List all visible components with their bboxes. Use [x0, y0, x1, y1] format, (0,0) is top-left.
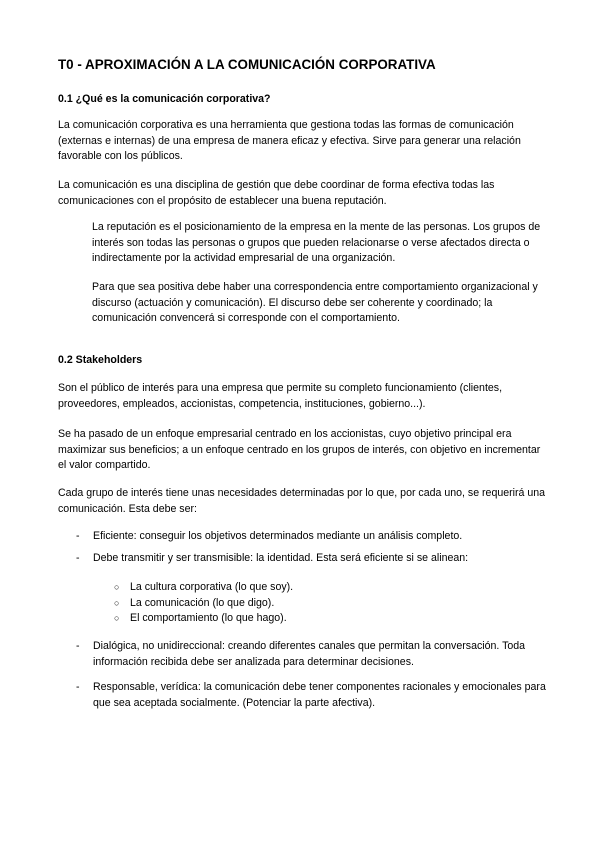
circle-bullet-icon: ○: [114, 598, 120, 608]
sub-bullet-text: La cultura corporativa (lo que soy).: [130, 581, 294, 593]
section-2-paragraph-2: Se ha pasado de un enfoque empresarial centrado en los accionistas, cuyo objetivo principal era maximizar sus beneficios; a un enfoque centrado en los grupos de interés, con objetivo en incrementar el valor compartido.: [58, 428, 541, 471]
bullet-text: Dialógica, no unidireccional: creando diferentes canales que permitan la conversación. Toda información recibida debe ser analizada para determinar decisiones.: [93, 640, 526, 668]
sub-bullet-text: El comportamiento (lo que hago).: [130, 612, 287, 624]
dash-bullet-icon: -: [76, 552, 80, 564]
section-1-paragraph-2: La comunicación es una disciplina de gestión que debe coordinar de forma efectiva todas las comunicaciones con el propósito de establecer una buena reputación.: [58, 179, 495, 207]
bullet-text: Eficiente: conseguir los objetivos determinados mediante un análisis completo.: [93, 530, 463, 542]
section-2-heading: 0.2 Stakeholders: [58, 354, 143, 366]
page-title: T0 - APROXIMACIÓN A LA COMUNICACIÓN CORPORATIVA: [58, 57, 436, 72]
section-1-heading: 0.1 ¿Qué es la comunicación corporativa?: [58, 93, 271, 105]
section-2-paragraph-3: Cada grupo de interés tiene unas necesidades determinadas por lo que, por cada uno, se requerirá una comunicación. Esta debe ser:: [58, 487, 546, 515]
section-1-indented-paragraph-2: Para que sea positiva debe haber una correspondencia entre comportamiento organizacional y discurso (actuación y comunicación). El discurso debe ser coherente y coordinado; la comunicación convencerá si corresponde con el comportamiento.: [92, 281, 538, 324]
section-2-paragraph-1: Son el público de interés para una empresa que permite su completo funcionamiento (clientes, proveedores, empleados, accionistas, competencia, instituciones, gobierno...).: [58, 382, 503, 410]
sub-bullet-text: La comunicación (lo que digo).: [130, 597, 275, 609]
circle-bullet-icon: ○: [114, 582, 120, 592]
section-1-indented-paragraph-1: La reputación es el posicionamiento de la empresa en la mente de las personas. Los grupos de interés son todas las personas o grupos que pueden relacionarse o verse afectados directa o indirectamente por la actividad empresarial de una organización.: [92, 221, 541, 264]
dash-bullet-icon: -: [76, 640, 80, 652]
section-1-paragraph-1: La comunicación corporativa es una herramienta que gestiona todas las formas de comunicación (externas e internas) de una empresa de manera eficaz y efectiva. Sirve para generar una relación favorable con los públicos.: [58, 119, 521, 162]
bullet-text: Responsable, verídica: la comunicación debe tener componentes racionales y emocionales para que sea aceptada socialmente. (Potenciar la parte afectiva).: [93, 681, 546, 709]
bullet-text: Debe transmitir y ser transmisible: la identidad. Esta será eficiente si se alinean:: [93, 552, 469, 564]
dash-bullet-icon: -: [76, 530, 80, 542]
circle-bullet-icon: ○: [114, 613, 120, 623]
dash-bullet-icon: -: [76, 681, 80, 693]
